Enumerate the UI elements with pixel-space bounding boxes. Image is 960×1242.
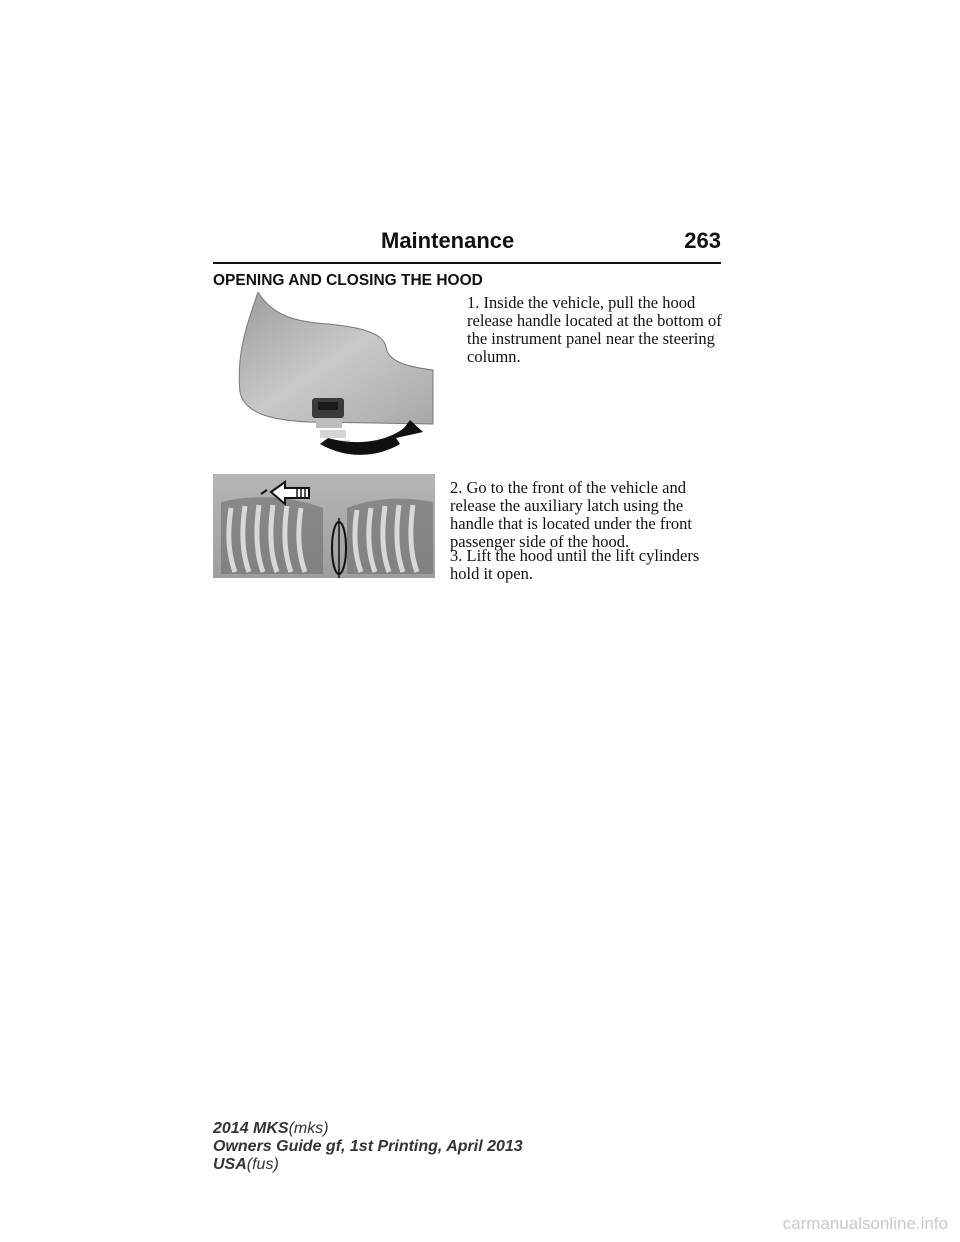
footer-model: 2014 MKS [213,1120,289,1137]
footer-line-1 [213,1120,523,1138]
footer-line-2: Owners Guide gf, 1st Printing, April 2013 [213,1138,523,1155]
page-number: 263 [684,228,721,253]
page-header [213,228,721,264]
footer-model-code: (mks) [288,1120,329,1137]
step-3-text: 3. Lift the hood until the lift cylinders hold it open. [450,546,700,583]
watermark: carmanualsonline.info [782,1214,948,1233]
footer-line-3 [213,1156,523,1174]
document-footer [213,1120,523,1174]
footer-market-code: (fus) [246,1156,279,1173]
page-title: Maintenance [381,228,515,253]
hood-release-illustration [228,292,438,462]
step-1-text: 1. Inside the vehicle, pull the hood release handle located at the bottom of the instrument panel near the steering column. [467,293,722,366]
footer-market: USA [213,1156,247,1173]
section-heading: OPENING AND CLOSING THE HOOD [213,272,483,289]
auxiliary-latch-illustration [213,474,435,578]
step-2-text: 2. Go to the front of the vehicle and release the auxiliary latch using the handle that is located under the front passenger side of the hood. [450,478,692,551]
